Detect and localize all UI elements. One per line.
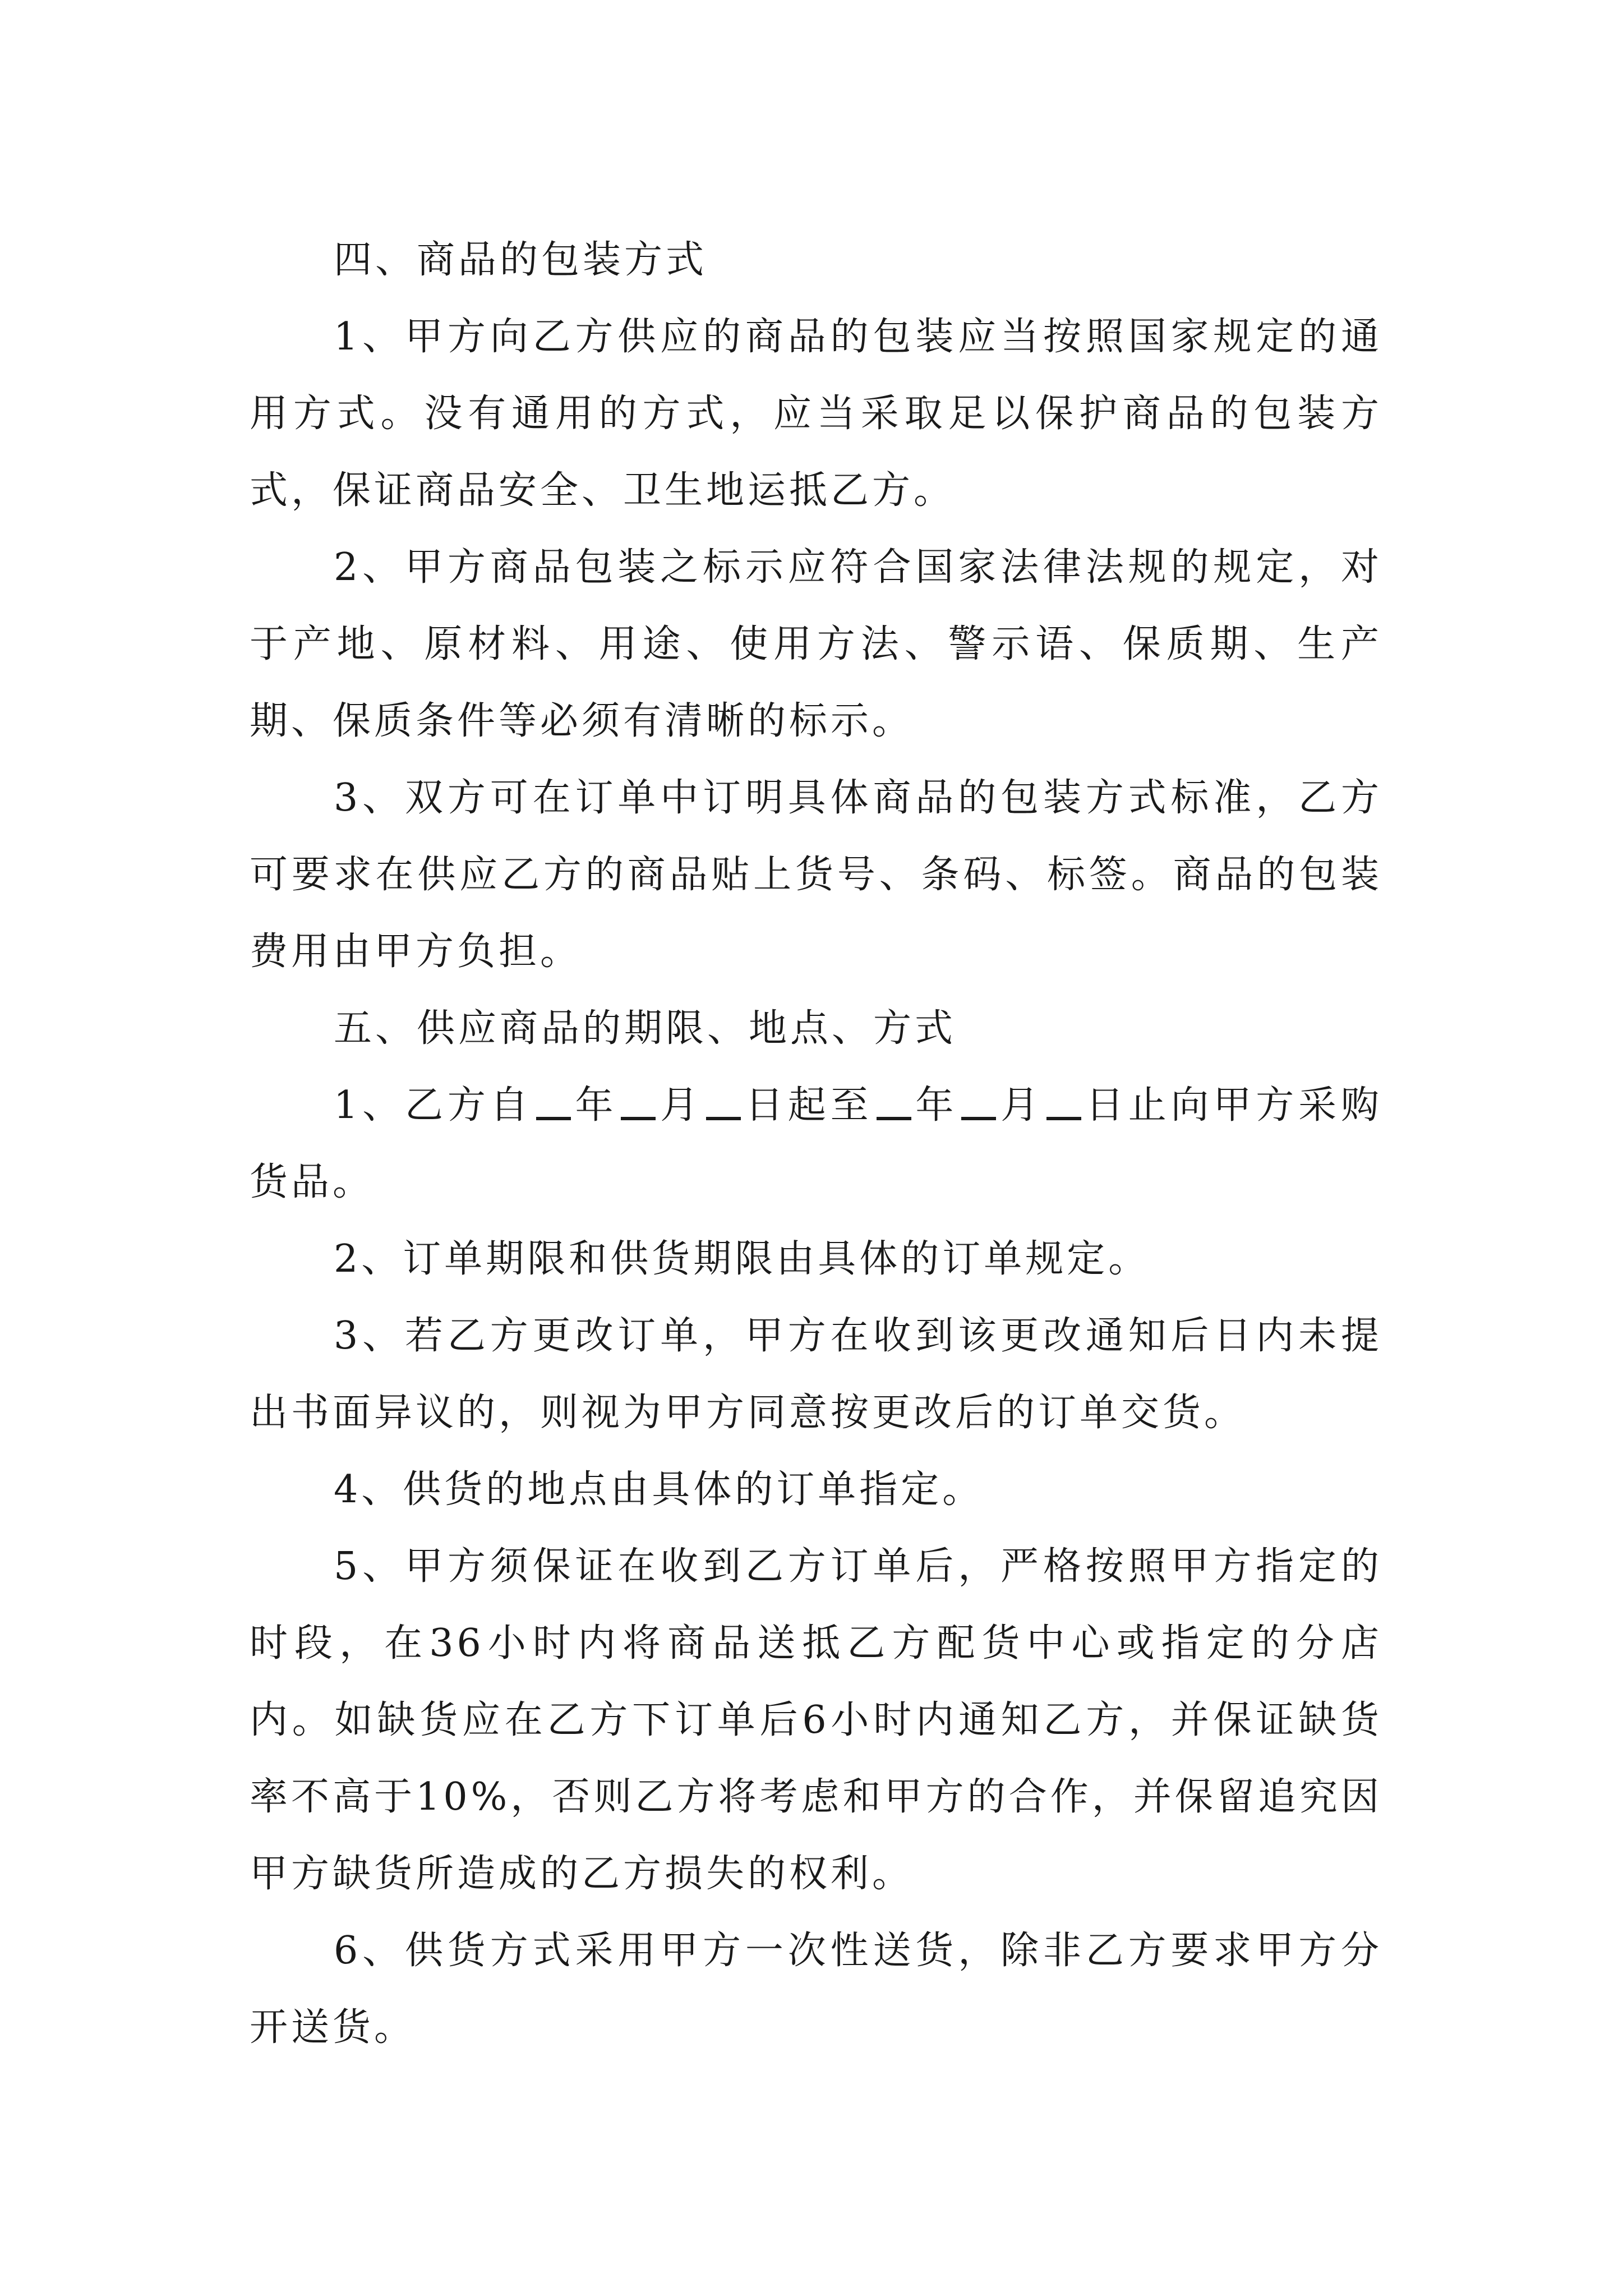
year-blank-2 <box>877 1117 911 1120</box>
month-blank-1 <box>621 1117 656 1120</box>
day-blank-1 <box>706 1117 741 1120</box>
day-blank-2 <box>1046 1117 1081 1120</box>
section-5-item-2: 2、订单期限和供货期限由具体的订单规定。 <box>334 1237 1150 1281</box>
section-4-item-3: 3、双方可在订单中订明具体商品的包装方式标准，乙方可要求在供应乙方的商品贴上货号、条码、标签。商品的包装费用由甲方负担。 <box>250 776 1382 974</box>
day-label-1: 日起至 <box>744 1083 873 1128</box>
section-5-item-1 <box>250 1067 1382 1221</box>
day-label-2: 日止向甲方采购货品。 <box>250 1083 1382 1204</box>
year-blank-1 <box>536 1117 571 1120</box>
section-5-heading: 五、供应商品的期限、地点、方式 <box>334 1006 957 1051</box>
year-label-1: 年 <box>574 1083 618 1128</box>
year-label-2: 年 <box>914 1083 958 1128</box>
section-5-item-3: 3、若乙方更改订单，甲方在收到该更改通知后日内未提出书面异议的，则视为甲方同意按更改后的订单交货。 <box>250 1314 1382 1435</box>
section-5-item-5: 5、甲方须保证在收到乙方订单后，严格按照甲方指定的时段，在36小时内将商品送抵乙方配货中心或指定的分店内。如缺货应在乙方下订单后6小时内通知乙方，并保证缺货率不高于10%，否则乙方将考虑和甲方的合作，并保留追究因甲方缺货所造成的乙方损失的权利。 <box>250 1544 1383 1896</box>
section-5-item-6: 6、供货方式采用甲方一次性送货，除非乙方要求甲方分开送货。 <box>250 1929 1382 2050</box>
section-4-heading: 四、商品的包装方式 <box>334 238 708 282</box>
section-4-item-2: 2、甲方商品包装之标示应符合国家法律法规的规定，对于产地、原材料、用途、使用方法、警示语、保质期、生产期、保质条件等必须有清晰的标示。 <box>250 545 1382 743</box>
month-label-2: 月 <box>999 1083 1043 1128</box>
item-1-text-start: 1、乙方自 <box>334 1083 533 1128</box>
section-5-item-4: 4、供货的地点由具体的订单指定。 <box>334 1467 984 1512</box>
month-label-1: 月 <box>659 1083 703 1128</box>
document-body <box>250 222 1382 2066</box>
section-4-item-1: 1、甲方向乙方供应的商品的包装应当按照国家规定的通用方式。没有通用的方式，应当采取足以保护商品的包装方式，保证商品安全、卫生地运抵乙方。 <box>250 315 1382 513</box>
month-blank-2 <box>961 1117 996 1120</box>
